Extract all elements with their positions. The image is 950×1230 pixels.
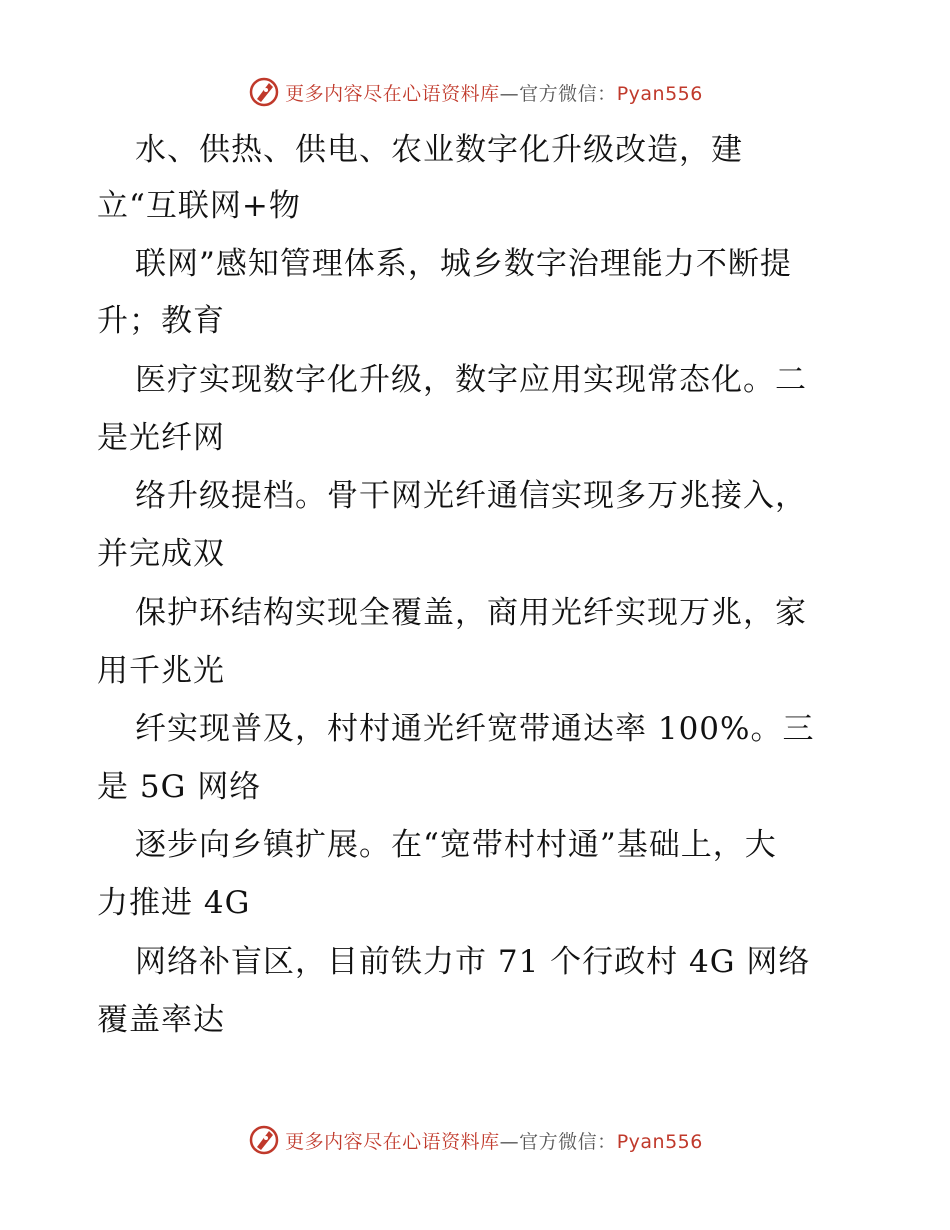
body-line: 水、供热、供电、农业数字化升级改造，建: [135, 132, 743, 168]
body-line: 纤实现普及，村村通光纤宽带通达率 100%。三: [135, 711, 815, 747]
body-line: 力推进 4G: [97, 885, 251, 921]
watermark-text: 更多内容尽在心语资料库—官方微信：Pyan556: [285, 82, 703, 105]
body-line: 用千兆光: [97, 653, 225, 689]
body-line: 络升级提档。骨干网光纤通信实现多万兆接入，: [135, 478, 807, 514]
body-line: 是光纤网: [97, 420, 225, 456]
body-line: 逐步向乡镇扩展。在“宽带村村通”基础上，大: [135, 827, 777, 863]
pen-nib-circle-logo-icon: [247, 75, 281, 109]
body-line: 并完成双: [97, 536, 225, 572]
body-line: 保护环结构实现全覆盖，商用光纤实现万兆，家: [135, 595, 807, 631]
body-line: 联网”感知管理体系，城乡数字治理能力不断提: [135, 246, 792, 282]
body-line: 升；教育: [97, 303, 225, 339]
body-line: 医疗实现数字化升级，数字应用实现常态化。二: [135, 362, 807, 398]
pen-nib-circle-logo-icon: [247, 1123, 281, 1157]
header-watermark: [0, 72, 950, 112]
body-line: 覆盖率达: [97, 1002, 225, 1038]
body-line: 网络补盲区，目前铁力市 71 个行政村 4G 网络: [135, 944, 811, 980]
footer-watermark: [0, 1120, 950, 1160]
body-line: 是 5G 网络: [97, 769, 262, 805]
body-line: 立“互联网+物: [97, 188, 301, 224]
watermark-text: 更多内容尽在心语资料库—官方微信：Pyan556: [285, 1130, 703, 1153]
